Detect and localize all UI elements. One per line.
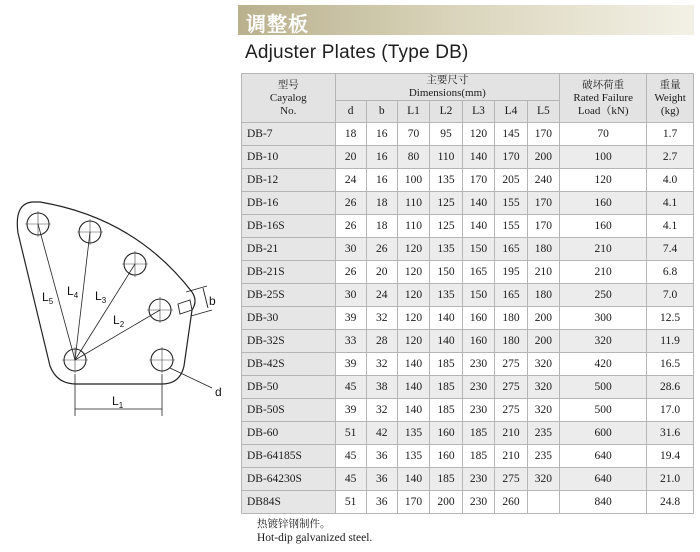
label-l2: $L_2$ bbox=[113, 313, 125, 329]
table-cell: 36 bbox=[366, 468, 397, 491]
table-cell: 185 bbox=[430, 376, 462, 399]
table-cell: 230 bbox=[462, 468, 494, 491]
table-cell: 200 bbox=[527, 146, 559, 169]
table-cell: 120 bbox=[560, 169, 647, 192]
table-cell: 4.1 bbox=[647, 192, 694, 215]
table-cell: 45 bbox=[335, 468, 366, 491]
table-cell: 28 bbox=[366, 330, 397, 353]
table-cell: 200 bbox=[527, 330, 559, 353]
table-cell: 4.0 bbox=[647, 169, 694, 192]
header-model: 型号 Cayalog No. bbox=[242, 74, 336, 123]
cell-model: DB84S bbox=[242, 491, 336, 514]
table-cell: 16.5 bbox=[647, 353, 694, 376]
table-cell: 185 bbox=[430, 468, 462, 491]
table-cell: 135 bbox=[430, 169, 462, 192]
table-cell: 24 bbox=[366, 284, 397, 307]
table-cell: 180 bbox=[495, 330, 527, 353]
table-cell: 16 bbox=[366, 146, 397, 169]
table-cell: 135 bbox=[397, 445, 429, 468]
table-cell: 36 bbox=[366, 491, 397, 514]
table-cell: 275 bbox=[495, 468, 527, 491]
table-cell: 320 bbox=[527, 376, 559, 399]
table-cell: 180 bbox=[527, 238, 559, 261]
table-cell: 33 bbox=[335, 330, 366, 353]
table-cell: 185 bbox=[430, 353, 462, 376]
table-row bbox=[242, 169, 694, 192]
table-cell: 100 bbox=[397, 169, 429, 192]
label-b: b bbox=[209, 294, 216, 308]
table-cell: 160 bbox=[462, 330, 494, 353]
table-cell: 18 bbox=[366, 215, 397, 238]
table-cell: 500 bbox=[560, 376, 647, 399]
table-row bbox=[242, 307, 694, 330]
table-cell: 26 bbox=[335, 261, 366, 284]
table-cell: 150 bbox=[430, 261, 462, 284]
table-cell: 170 bbox=[527, 215, 559, 238]
table-cell: 20 bbox=[366, 261, 397, 284]
table-cell: 240 bbox=[527, 169, 559, 192]
cell-model: DB-32S bbox=[242, 330, 336, 353]
table-cell: 320 bbox=[527, 353, 559, 376]
table-row bbox=[242, 261, 694, 284]
table-cell: 145 bbox=[495, 123, 527, 146]
header-col-d: d bbox=[335, 101, 366, 123]
table-cell: 7.0 bbox=[647, 284, 694, 307]
table-row bbox=[242, 468, 694, 491]
table-cell: 140 bbox=[397, 353, 429, 376]
table-row bbox=[242, 330, 694, 353]
table-cell: 150 bbox=[462, 284, 494, 307]
table-cell: 11.9 bbox=[647, 330, 694, 353]
table-cell: 165 bbox=[462, 261, 494, 284]
table-cell: 26 bbox=[366, 238, 397, 261]
table-cell: 155 bbox=[495, 192, 527, 215]
table-cell: 26 bbox=[335, 192, 366, 215]
table-cell: 120 bbox=[397, 261, 429, 284]
table-cell: 230 bbox=[462, 399, 494, 422]
cell-model: DB-50S bbox=[242, 399, 336, 422]
table-cell: 45 bbox=[335, 445, 366, 468]
table-cell: 39 bbox=[335, 307, 366, 330]
table-cell: 180 bbox=[527, 284, 559, 307]
table-cell: 24.8 bbox=[647, 491, 694, 514]
label-l1: $L_1$ bbox=[112, 394, 124, 410]
cell-model: DB-25S bbox=[242, 284, 336, 307]
table-cell: 32 bbox=[366, 353, 397, 376]
table-cell: 140 bbox=[462, 215, 494, 238]
table-row bbox=[242, 445, 694, 468]
table-cell: 840 bbox=[560, 491, 647, 514]
table-cell: 70 bbox=[560, 123, 647, 146]
table-row bbox=[242, 422, 694, 445]
cell-model: DB-42S bbox=[242, 353, 336, 376]
table-cell: 140 bbox=[462, 146, 494, 169]
table-cell: 135 bbox=[397, 422, 429, 445]
table-cell: 160 bbox=[430, 445, 462, 468]
table-cell: 420 bbox=[560, 353, 647, 376]
table-cell: 120 bbox=[462, 123, 494, 146]
table-cell: 185 bbox=[462, 422, 494, 445]
table-cell: 39 bbox=[335, 399, 366, 422]
table-cell: 21.0 bbox=[647, 468, 694, 491]
table-cell: 180 bbox=[495, 307, 527, 330]
table-cell: 28.6 bbox=[647, 376, 694, 399]
cell-model: DB-16 bbox=[242, 192, 336, 215]
table-cell: 2.7 bbox=[647, 146, 694, 169]
table-cell: 160 bbox=[560, 192, 647, 215]
table-cell: 1.7 bbox=[647, 123, 694, 146]
table-cell: 120 bbox=[397, 238, 429, 261]
table-cell: 165 bbox=[495, 238, 527, 261]
table-cell: 600 bbox=[560, 422, 647, 445]
table-cell: 120 bbox=[397, 330, 429, 353]
table-cell: 135 bbox=[430, 284, 462, 307]
table-cell: 275 bbox=[495, 376, 527, 399]
label-l4: $L_4$ bbox=[67, 284, 79, 300]
cell-model: DB-30 bbox=[242, 307, 336, 330]
table-cell: 70 bbox=[397, 123, 429, 146]
table-row bbox=[242, 284, 694, 307]
table-cell: 230 bbox=[462, 376, 494, 399]
table-cell: 200 bbox=[527, 307, 559, 330]
table-cell: 275 bbox=[495, 399, 527, 422]
label-l3: $L_3$ bbox=[95, 289, 107, 305]
header-load: 破坏荷重 Rated Failure Load（kN) bbox=[560, 74, 647, 123]
table-cell: 19.4 bbox=[647, 445, 694, 468]
table-cell: 205 bbox=[495, 169, 527, 192]
table-cell: 140 bbox=[397, 468, 429, 491]
table-cell: 31.6 bbox=[647, 422, 694, 445]
table-cell: 170 bbox=[527, 192, 559, 215]
table-cell: 12.5 bbox=[647, 307, 694, 330]
table-cell: 38 bbox=[366, 376, 397, 399]
table-cell: 39 bbox=[335, 353, 366, 376]
cell-model: DB-64230S bbox=[242, 468, 336, 491]
cell-model: DB-16S bbox=[242, 215, 336, 238]
table-cell: 120 bbox=[397, 284, 429, 307]
table-cell: 160 bbox=[462, 307, 494, 330]
table-row bbox=[242, 215, 694, 238]
table-cell: 230 bbox=[462, 491, 494, 514]
table-cell: 100 bbox=[560, 146, 647, 169]
table-cell: 320 bbox=[527, 399, 559, 422]
page-subtitle: Adjuster Plates (Type DB) bbox=[245, 42, 469, 63]
cell-model: DB-60 bbox=[242, 422, 336, 445]
table-cell: 640 bbox=[560, 445, 647, 468]
table-cell: 170 bbox=[495, 146, 527, 169]
table-cell: 235 bbox=[527, 422, 559, 445]
table-cell: 170 bbox=[527, 123, 559, 146]
table-cell: 17.0 bbox=[647, 399, 694, 422]
table-cell: 140 bbox=[430, 330, 462, 353]
table-cell: 120 bbox=[397, 307, 429, 330]
cell-model: DB-21 bbox=[242, 238, 336, 261]
table-cell: 16 bbox=[366, 169, 397, 192]
header-col-l1: L1 bbox=[397, 101, 429, 123]
table-cell: 165 bbox=[495, 284, 527, 307]
table-cell: 140 bbox=[462, 192, 494, 215]
label-d: d bbox=[215, 385, 222, 399]
header-col-l3: L3 bbox=[462, 101, 494, 123]
table-cell: 195 bbox=[495, 261, 527, 284]
table-row bbox=[242, 146, 694, 169]
header-col-l5: L5 bbox=[527, 101, 559, 123]
table-cell: 36 bbox=[366, 445, 397, 468]
cell-model: DB-7 bbox=[242, 123, 336, 146]
table-cell: 210 bbox=[527, 261, 559, 284]
table-cell: 140 bbox=[397, 399, 429, 422]
header-dimensions: 主要尺寸 Dimensions(mm) bbox=[335, 74, 560, 101]
table-cell: 110 bbox=[397, 215, 429, 238]
table-cell: 160 bbox=[560, 215, 647, 238]
table-cell: 140 bbox=[397, 376, 429, 399]
table-cell: 26 bbox=[335, 215, 366, 238]
table-cell: 18 bbox=[366, 192, 397, 215]
table-cell: 32 bbox=[366, 399, 397, 422]
table-cell: 185 bbox=[462, 445, 494, 468]
label-l5: $L_5$ bbox=[42, 290, 54, 306]
table-cell: 140 bbox=[430, 307, 462, 330]
table-cell: 30 bbox=[335, 238, 366, 261]
banner-title: 调整板 bbox=[246, 12, 309, 36]
table-row bbox=[242, 376, 694, 399]
table-cell: 230 bbox=[462, 353, 494, 376]
table-cell: 80 bbox=[397, 146, 429, 169]
table-cell: 110 bbox=[397, 192, 429, 215]
table-row bbox=[242, 238, 694, 261]
cell-model: DB-50 bbox=[242, 376, 336, 399]
table-cell: 18 bbox=[335, 123, 366, 146]
table-cell: 235 bbox=[527, 445, 559, 468]
table-cell: 110 bbox=[430, 146, 462, 169]
adjuster-plate-diagram bbox=[0, 188, 238, 418]
table-body bbox=[242, 123, 694, 514]
header-col-l2: L2 bbox=[430, 101, 462, 123]
table-cell: 32 bbox=[366, 307, 397, 330]
table-row bbox=[242, 123, 694, 146]
table-cell: 24 bbox=[335, 169, 366, 192]
table-cell: 6.8 bbox=[647, 261, 694, 284]
table-cell: 95 bbox=[430, 123, 462, 146]
table-cell: 250 bbox=[560, 284, 647, 307]
header-col-l4: L4 bbox=[495, 101, 527, 123]
header-col-b: b bbox=[366, 101, 397, 123]
table-row bbox=[242, 491, 694, 514]
cell-model: DB-10 bbox=[242, 146, 336, 169]
dimensions-table bbox=[241, 73, 694, 514]
table-cell: 210 bbox=[495, 445, 527, 468]
table-cell: 500 bbox=[560, 399, 647, 422]
table-row bbox=[242, 192, 694, 215]
table-cell: 4.1 bbox=[647, 215, 694, 238]
table-cell: 210 bbox=[560, 238, 647, 261]
cell-model: DB-12 bbox=[242, 169, 336, 192]
table-cell: 51 bbox=[335, 491, 366, 514]
table-cell: 45 bbox=[335, 376, 366, 399]
table-cell: 640 bbox=[560, 468, 647, 491]
cell-model: DB-64185S bbox=[242, 445, 336, 468]
table-cell: 42 bbox=[366, 422, 397, 445]
table-cell: 150 bbox=[462, 238, 494, 261]
table-cell: 185 bbox=[430, 399, 462, 422]
header-weight: 重量 Weight (kg) bbox=[647, 74, 694, 123]
table-cell: 200 bbox=[430, 491, 462, 514]
table-cell-empty bbox=[527, 491, 559, 514]
table-cell: 155 bbox=[495, 215, 527, 238]
table-cell: 16 bbox=[366, 123, 397, 146]
table-cell: 7.4 bbox=[647, 238, 694, 261]
cell-model: DB-21S bbox=[242, 261, 336, 284]
material-note bbox=[257, 517, 372, 545]
table-cell: 20 bbox=[335, 146, 366, 169]
table-cell: 135 bbox=[430, 238, 462, 261]
table-cell: 125 bbox=[430, 215, 462, 238]
table-cell: 125 bbox=[430, 192, 462, 215]
section-banner bbox=[238, 5, 694, 35]
table-cell: 30 bbox=[335, 284, 366, 307]
table-row bbox=[242, 399, 694, 422]
table-cell: 320 bbox=[560, 330, 647, 353]
table-cell: 51 bbox=[335, 422, 366, 445]
note-cn: 热镀锌钢制件。 bbox=[257, 518, 331, 530]
table-cell: 170 bbox=[462, 169, 494, 192]
table-row bbox=[242, 353, 694, 376]
note-en: Hot-dip galvanized steel. bbox=[257, 532, 373, 544]
table-cell: 260 bbox=[495, 491, 527, 514]
table-cell: 210 bbox=[495, 422, 527, 445]
table-cell: 170 bbox=[397, 491, 429, 514]
table-cell: 275 bbox=[495, 353, 527, 376]
table-cell: 300 bbox=[560, 307, 647, 330]
table-cell: 320 bbox=[527, 468, 559, 491]
table-cell: 210 bbox=[560, 261, 647, 284]
table-cell: 160 bbox=[430, 422, 462, 445]
